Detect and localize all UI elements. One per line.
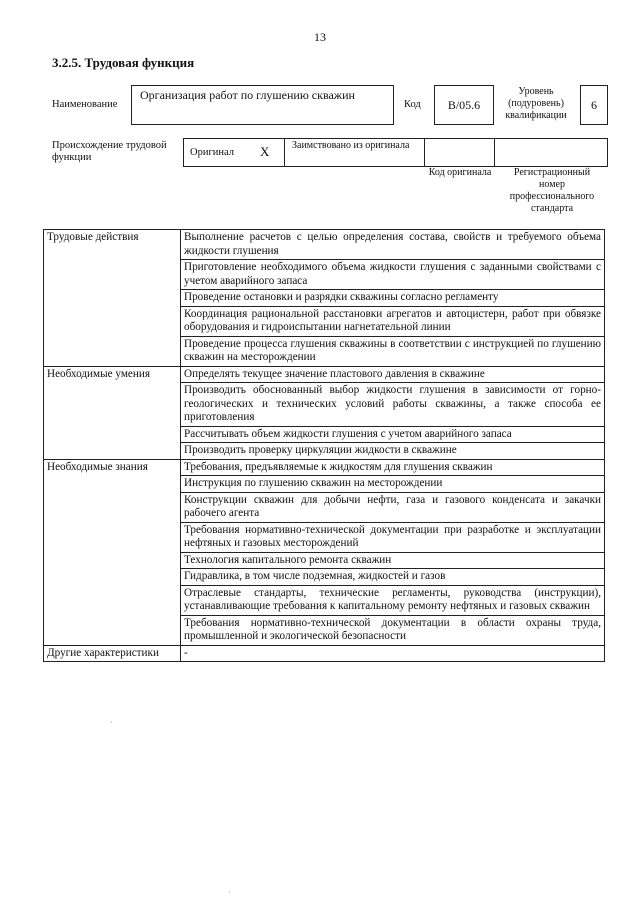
original-label: Оригинал — [190, 147, 234, 158]
knowledge-item: Требования нормативно-технической документации в области охраны труда, промышленной и экологической безопасности — [181, 615, 605, 645]
level-label: Уровень (подуровень) квалификации — [505, 86, 567, 121]
scan-mark: · — [110, 718, 113, 727]
action-item: Проведение процесса глушения скважины в соответствии с инструкцией по глушению скважин на месторождении — [181, 336, 605, 366]
reg-number-caption: Регистрационный номер профессионального стандарта — [509, 167, 595, 214]
code-original-caption: Код оригинала — [428, 167, 492, 178]
naimenovanie-label: Наименование — [52, 99, 118, 110]
function-table — [43, 229, 605, 662]
action-item: Приготовление необходимого объема жидкости глушения с заданными свойствами с учетом аварийного запаса — [181, 260, 605, 290]
function-name-box — [131, 85, 394, 125]
origin-label: Происхождение трудовой функции — [52, 140, 167, 163]
level-value: 6 — [591, 98, 597, 112]
table-row — [44, 230, 605, 260]
scan-mark: · — [228, 888, 231, 897]
skill-item: Рассчитывать объем жидкости глушения с учетом аварийного запаса — [181, 426, 605, 443]
skill-item: Производить проверку циркуляции жидкости в скважине — [181, 443, 605, 460]
other-label: Другие характеристики — [44, 645, 181, 662]
page-number: 13 — [314, 30, 326, 44]
knowledge-item: Гидравлика, в том числе подземная, жидкостей и газов — [181, 569, 605, 586]
table-row — [44, 645, 605, 662]
knowledge-label: Необходимые знания — [44, 459, 181, 645]
knowledge-item: Технология капитального ремонта скважин — [181, 552, 605, 569]
knowledge-item: Отраслевые стандарты, технические регламенты, руководства (инструкции), устанавливающие требования к капитальному ремонту нефтяных и газовых скважин — [181, 585, 605, 615]
knowledge-item: Требования нормативно-технической документации при разработке и эксплуатации нефтяных и газовых месторождений — [181, 522, 605, 552]
kod-value: В/05.6 — [447, 98, 481, 112]
origin-box — [183, 138, 608, 167]
borrowed-label: Заимствовано из оригинала — [292, 140, 410, 151]
actions-label: Трудовые действия — [44, 230, 181, 367]
knowledge-item: Инструкция по глушению скважин на месторождении — [181, 476, 605, 493]
other-value: - — [181, 645, 605, 662]
action-item: Выполнение расчетов с целью определения состава, свойств и требуемого объема жидкости глушения — [181, 230, 605, 260]
skills-label: Необходимые умения — [44, 366, 181, 459]
function-name: Организация работ по глушению скважин — [140, 88, 355, 102]
action-item: Проведение остановки и разрядки скважины согласно регламенту — [181, 290, 605, 307]
kod-label: Код — [404, 99, 421, 110]
section-title: 3.2.5. Трудовая функция — [52, 55, 195, 70]
knowledge-item: Конструкции скважин для добычи нефти, газа и газового конденсата и закачки рабочего агента — [181, 492, 605, 522]
kod-value-box — [434, 85, 494, 125]
skill-item: Определять текущее значение пластового давления в скважине — [181, 366, 605, 383]
table-row — [44, 366, 605, 383]
table-row — [44, 459, 605, 476]
original-mark: X — [260, 144, 270, 159]
action-item: Координация рациональной расстановки агрегатов и автоцистерн, работ при обвязке оборудования и гидроиспытании нагнетательной линии — [181, 306, 605, 336]
skill-item: Производить обоснованный выбор жидкости глушения в зависимости от горно-геологических и технических условий работы скважины, а также способа ее приготовления — [181, 383, 605, 427]
knowledge-item: Требования, предъявляемые к жидкостям для глушения скважин — [181, 459, 605, 476]
level-value-box — [580, 85, 608, 125]
